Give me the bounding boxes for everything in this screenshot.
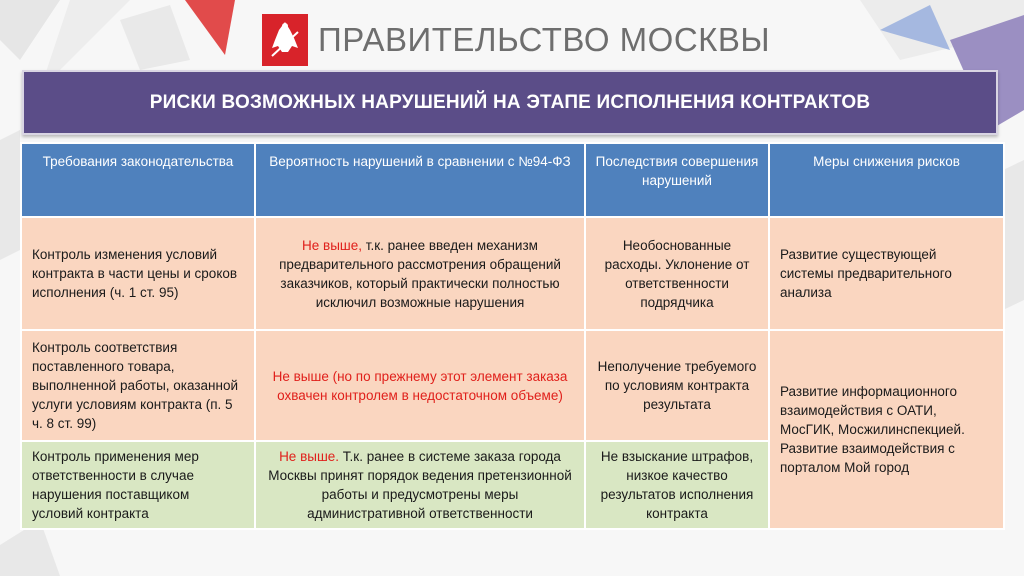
probability-highlight: Не выше. (279, 449, 340, 464)
slide-title: РИСКИ ВОЗМОЖНЫХ НАРУШЕНИЙ НА ЭТАПЕ ИСПОЛНЕНИЯ КОНТРАКТОВ (149, 91, 871, 113)
slide-title-banner (22, 70, 998, 135)
probability-cell (255, 330, 585, 441)
table-row (21, 330, 1004, 441)
requirement-cell: Контроль соответствия поставленного товара, выполненной работы, оказанной услуги условиям контракта (п. 5 ч. 8 ст. 99) (21, 330, 255, 441)
risks-table (20, 142, 1005, 530)
probability-cell (255, 217, 585, 330)
table-row (21, 217, 1004, 330)
column-header-probability: Вероятность нарушений в сравнении с №94-ФЗ (255, 143, 585, 217)
probability-highlight: Не выше (но по прежнему этот элемент заказа охвачен контролем в недостаточном объеме) (272, 368, 568, 403)
probability-text: Т.к. ранее в системе заказа города Москвы принят порядок ведения претензионной работы и предусмотрены меры административной ответственности (268, 449, 572, 521)
probability-highlight: Не выше, (302, 237, 363, 253)
table-header-row (21, 143, 1004, 217)
consequences-cell: Неполучение требуемого по условиям контракта результата (585, 330, 769, 441)
column-header-consequences: Последствия совершения нарушений (585, 143, 769, 217)
column-header-measures: Меры снижения рисков (769, 143, 1004, 217)
probability-text: т.к. ранее введен механизм предварительного рассмотрения обращений заказчиков, который практически полностью исключил возможные нарушения (279, 237, 561, 310)
probability-cell (255, 441, 585, 529)
consequences-cell: Не взыскание штрафов, низкое качество результатов исполнения контракта (585, 441, 769, 529)
moscow-coat-of-arms-icon (262, 14, 308, 66)
measures-cell: Развитие информационного взаимодействия с ОАТИ, МосГИК, Мосжилинспекцией. Развитие взаимодействия с порталом Мой город (769, 330, 1004, 529)
column-header-requirements: Требования законодательства (21, 143, 255, 217)
organization-name: ПРАВИТЕЛЬСТВО МОСКВЫ (318, 21, 771, 58)
requirement-cell: Контроль изменения условий контракта в части цены и сроков исполнения (ч. 1 ст. 95) (21, 217, 255, 330)
requirement-cell: Контроль применения мер ответственности в случае нарушения поставщиком условий контракта (21, 441, 255, 529)
measures-cell: Развитие существующей системы предварительного анализа (769, 217, 1004, 330)
header (262, 14, 770, 66)
consequences-cell: Необоснованные расходы. Уклонение от ответственности подрядчика (585, 217, 769, 330)
